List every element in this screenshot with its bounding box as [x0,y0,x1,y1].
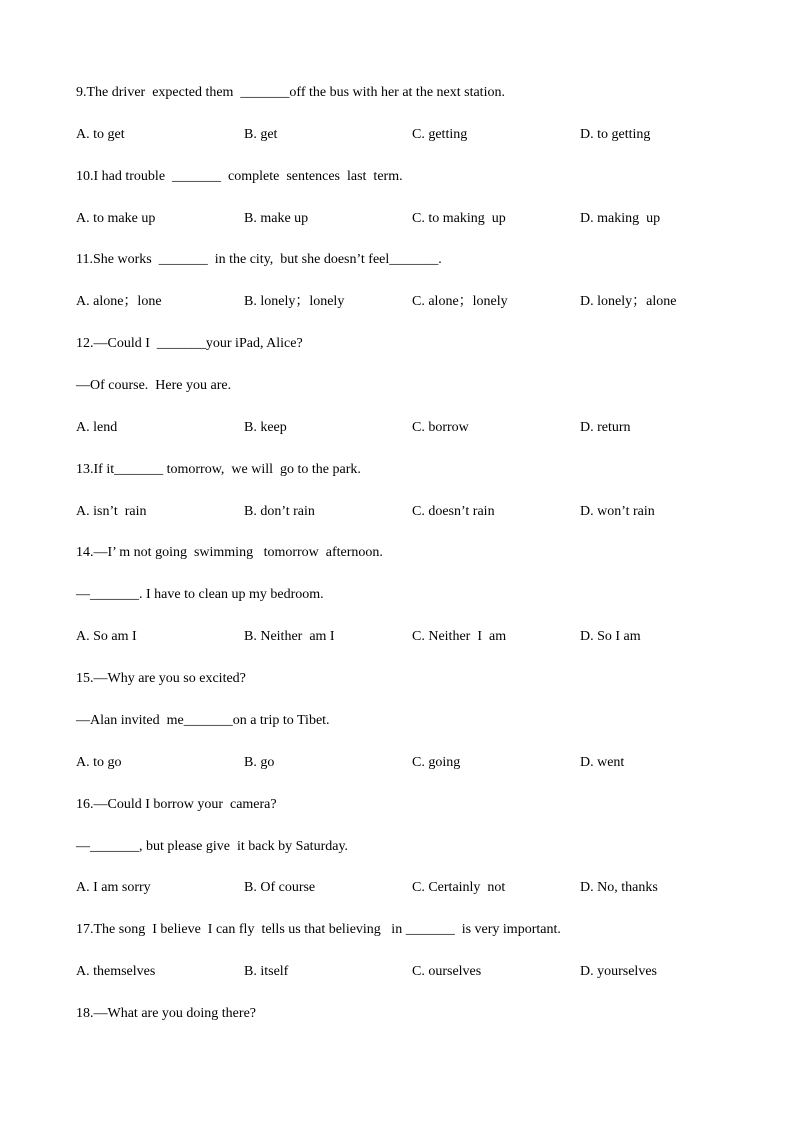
question-17-option-b: B. itself [244,964,289,979]
question-9-option-b: B. get [244,127,278,142]
question-18-stem: 18.—What are you doing there? [76,1006,256,1021]
question-9-option-c: C. getting [412,127,468,142]
question-11-option-d: D. lonely；alone [580,294,677,309]
question-13-option-d: D. won’t rain [580,504,655,519]
question-17-option-d: D. yourselves [580,964,657,979]
question-12-option-d: D. return [580,420,631,435]
question-13-stem: 13.If it_______ tomorrow, we will go to the park. [76,462,361,477]
question-17-option-a: A. themselves [76,964,156,979]
question-9-option-a: A. to get [76,127,125,142]
question-13-option-b: B. don’t rain [244,504,315,519]
question-14-stem: 14.—I’ m not going swimming tomorrow afternoon. [76,545,383,560]
question-14-reply: —_______. I have to clean up my bedroom. [76,587,324,602]
question-11-option-c: C. alone；lonely [412,294,508,309]
question-9-option-d: D. to getting [580,127,651,142]
question-12-option-b: B. keep [244,420,287,435]
question-16-option-b: B. Of course [244,880,316,895]
question-16-reply: —_______, but please give it back by Saturday. [76,839,349,854]
question-9-stem: 9.The driver expected them _______off the bus with her at the next station. [76,85,505,100]
question-13-option-a: A. isn’t rain [76,504,147,519]
question-17-option-c: C. ourselves [412,964,482,979]
question-15-stem: 15.—Why are you so excited? [76,671,246,686]
question-13-option-c: C. doesn’t rain [412,504,495,519]
question-14-option-d: D. So I am [580,629,641,644]
question-10-option-a: A. to make up [76,211,156,226]
question-15-option-b: B. go [244,755,275,770]
question-10-stem: 10.I had trouble _______ complete sentences last term. [76,169,403,184]
question-15-option-d: D. went [580,755,625,770]
question-12-option-c: C. borrow [412,420,469,435]
question-15-option-c: C. going [412,755,461,770]
question-15-reply: —Alan invited me_______on a trip to Tibet. [76,713,330,728]
question-16-option-c: C. Certainly not [412,880,506,895]
question-11-option-a: A. alone；lone [76,294,162,309]
question-16-option-d: D. No, thanks [580,880,658,895]
question-10-option-b: B. make up [244,211,309,226]
question-12-stem: 12.—Could I _______your iPad, Alice? [76,336,303,351]
question-11-stem: 11.She works _______ in the city, but she doesn’t feel_______. [76,252,442,267]
question-15-option-a: A. to go [76,755,122,770]
question-16-stem: 16.—Could I borrow your camera? [76,797,277,812]
question-14-option-b: B. Neither am I [244,629,335,644]
question-10-option-d: D. making up [580,211,661,226]
question-14-option-c: C. Neither I am [412,629,507,644]
question-12-reply: —Of course. Here you are. [76,378,232,393]
question-12-option-a: A. lend [76,420,118,435]
question-17-stem: 17.The song I believe I can fly tells us that believing in _______ is very important. [76,922,561,937]
question-16-option-a: A. I am sorry [76,880,151,895]
question-14-option-a: A. So am I [76,629,137,644]
question-11-option-b: B. lonely；lonely [244,294,345,309]
question-10-option-c: C. to making up [412,211,506,226]
